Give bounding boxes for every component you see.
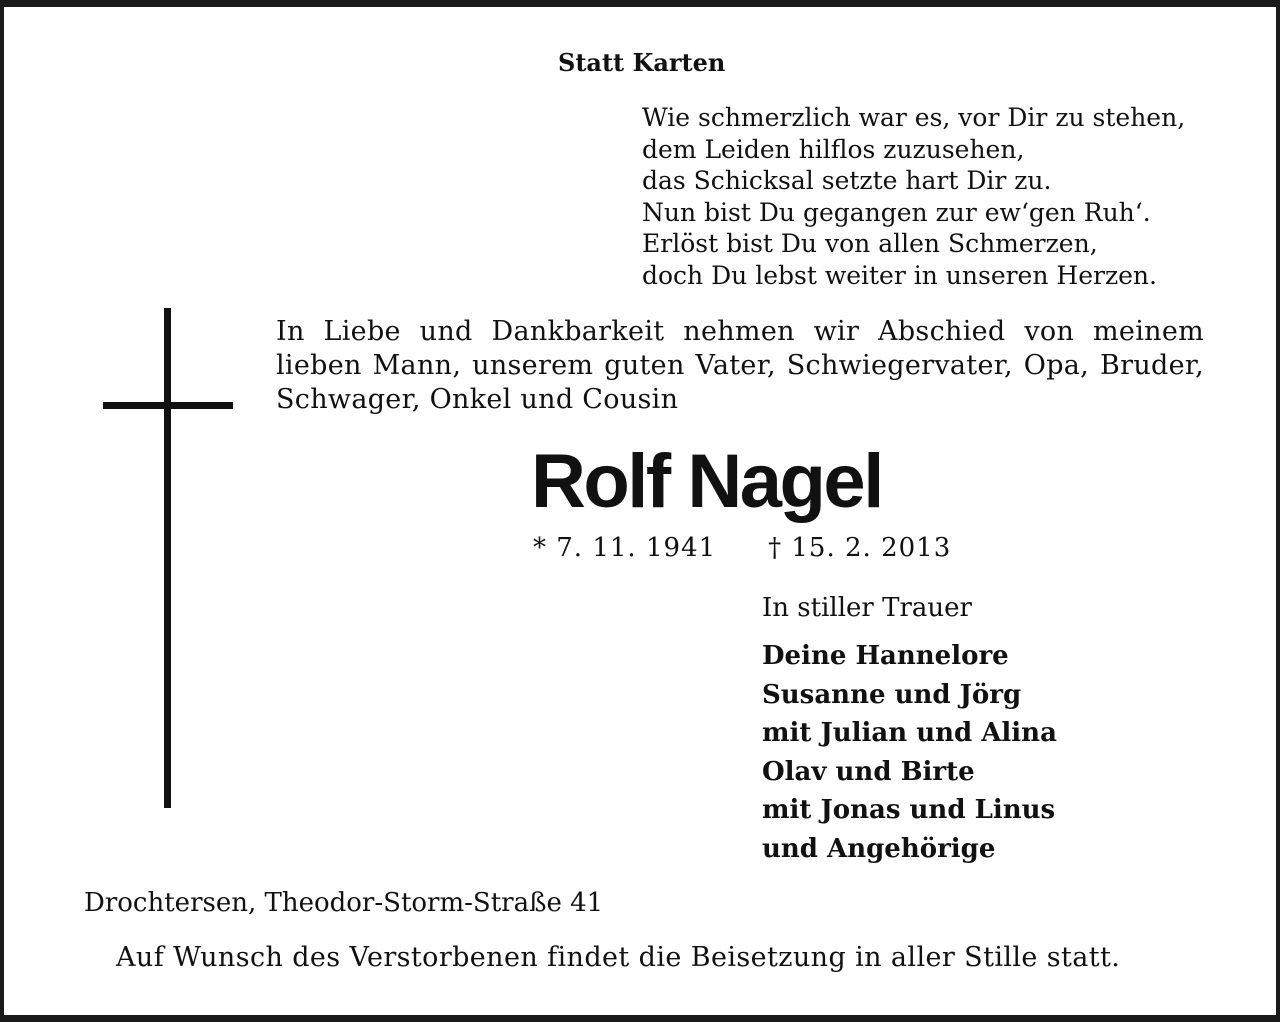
birth-date: * 7. 11. 1941	[533, 533, 717, 563]
signer: mit Jonas und Linus	[762, 795, 1056, 825]
address: Drochtersen, Theodor-Storm-Straße 41	[84, 888, 604, 918]
poem-line: Wie schmerzlich war es, vor Dir zu stehen,	[642, 103, 1186, 132]
poem-line: Erlöst bist Du von allen Schmerzen,	[642, 229, 1098, 258]
poem	[642, 102, 1185, 291]
poem-line: das Schicksal setzte hart Dir zu.	[642, 166, 1052, 195]
signers-list	[762, 637, 1057, 868]
deceased-name: Rolf Nagel	[531, 439, 882, 524]
statt-karten-heading: Statt Karten	[558, 48, 726, 77]
cross-horizontal-bar	[103, 402, 233, 409]
signer: mit Julian und Alina	[762, 718, 1057, 748]
signer: Olav und Birte	[762, 756, 975, 787]
mourning-label: In stiller Trauer	[762, 593, 972, 623]
signer: Deine Hannelore	[762, 641, 1009, 671]
intro-text: In Liebe und Dankbarkeit nehmen wir Abschied von meinem lieben Mann, unserem guten Vater, Schwiegervater, Opa, Bruder, Schwager, Onkel und Cousin	[276, 316, 1204, 415]
burial-note: Auf Wunsch des Verstorbenen findet die Beisetzung in aller Stille statt.	[116, 942, 1121, 973]
poem-line: Nun bist Du gegangen zur ew‘gen Ruh‘.	[642, 197, 1151, 227]
death-date: † 15. 2. 2013	[768, 533, 952, 563]
poem-line: doch Du lebst weiter in unseren Herzen.	[642, 260, 1157, 290]
poem-line: dem Leiden hilflos zuzusehen,	[642, 134, 1025, 164]
signer: Susanne und Jörg	[762, 679, 1022, 710]
life-dates	[533, 533, 951, 563]
signer: und Angehörige	[762, 833, 996, 864]
cross-vertical-bar	[164, 308, 171, 808]
